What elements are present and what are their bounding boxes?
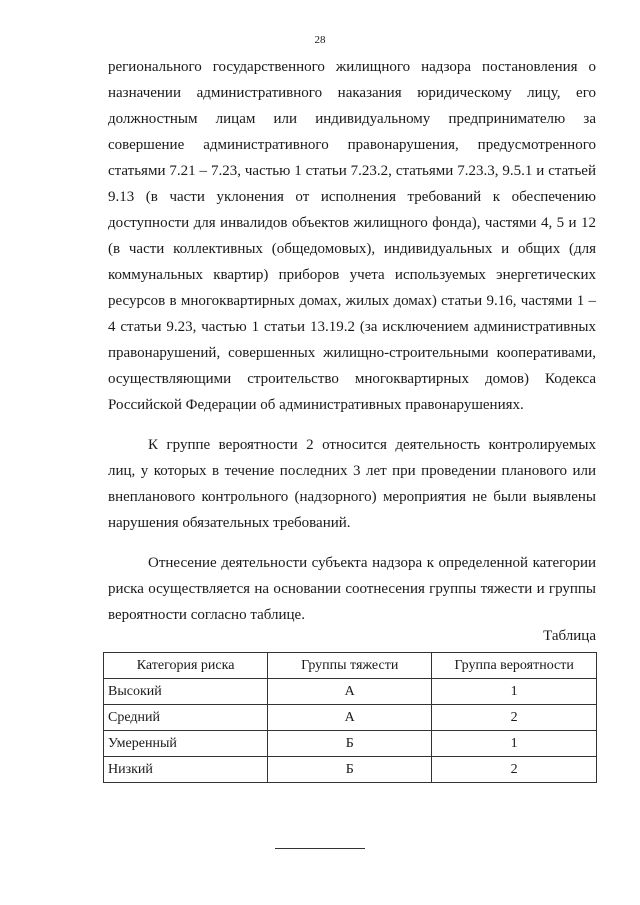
table-row [104, 679, 597, 705]
cell-severity-group: А [268, 679, 432, 705]
table-header-row [104, 653, 597, 679]
table-caption: Таблица [543, 628, 596, 644]
table-row [104, 705, 597, 731]
paragraph-risk-category: Отнесение деятельности субъекта надзора к определенной категории риска осуществляется на основании соотнесения группы тяжести и группы вероятности согласно таблице. [108, 555, 596, 623]
cell-risk-category: Низкий [104, 757, 268, 783]
document-body [108, 54, 596, 628]
cell-severity-group: А [268, 705, 432, 731]
table-row [104, 731, 597, 757]
column-header-risk-category: Категория риска [104, 653, 268, 679]
column-header-probability-group: Группа вероятности [432, 653, 597, 679]
cell-risk-category: Средний [104, 705, 268, 731]
footer-divider [275, 848, 365, 849]
cell-probability-group: 1 [432, 731, 597, 757]
table-row [104, 757, 597, 783]
paragraph-probability-group-2: К группе вероятности 2 относится деятельность контролируемых лиц, у которых в течение последних 3 лет при проведении планового или внепланового контрольного (надзорного) мероприятия не были выявлены нарушения обязательных требований. [108, 437, 596, 531]
cell-probability-group: 2 [432, 757, 597, 783]
cell-probability-group: 1 [432, 679, 597, 705]
page-number: 28 [314, 34, 326, 46]
cell-risk-category: Высокий [104, 679, 268, 705]
cell-probability-group: 2 [432, 705, 597, 731]
cell-risk-category: Умеренный [104, 731, 268, 757]
paragraph-continued: регионального государственного жилищного надзора постановления о назначении административного наказания юридическому лицу, его должностным лицам или индивидуальному предпринимателю за совершение административного правонарушения, предусмотренного статьями 7.21 – 7.23, частью 1 статьи 7.23.2, статьями 7.23.3, 9.5.1 и статьей 9.13 (в части уклонения от исполнения требований к обеспечению доступности для инвалидов объектов жилищного фонда), частями 4, 5 и 12 (в части коллективных (общедомовых), индивидуальных и общих (для коммунальных квартир) приборов учета используемых энергетических ресурсов в многоквартирных домах, жилых домах) статьи 9.16, частями 1 – 4 статьи 9.23, частью 1 статьи 13.19.2 (за исключением административных правонарушений, совершенных жилищно-строительными кооперативами, осуществляющими строительство многоквартирных домов) Кодекса Российской Федерации об административных правонарушениях. [108, 59, 596, 413]
cell-severity-group: Б [268, 757, 432, 783]
risk-category-table [103, 652, 597, 783]
cell-severity-group: Б [268, 731, 432, 757]
column-header-severity-group: Группы тяжести [268, 653, 432, 679]
